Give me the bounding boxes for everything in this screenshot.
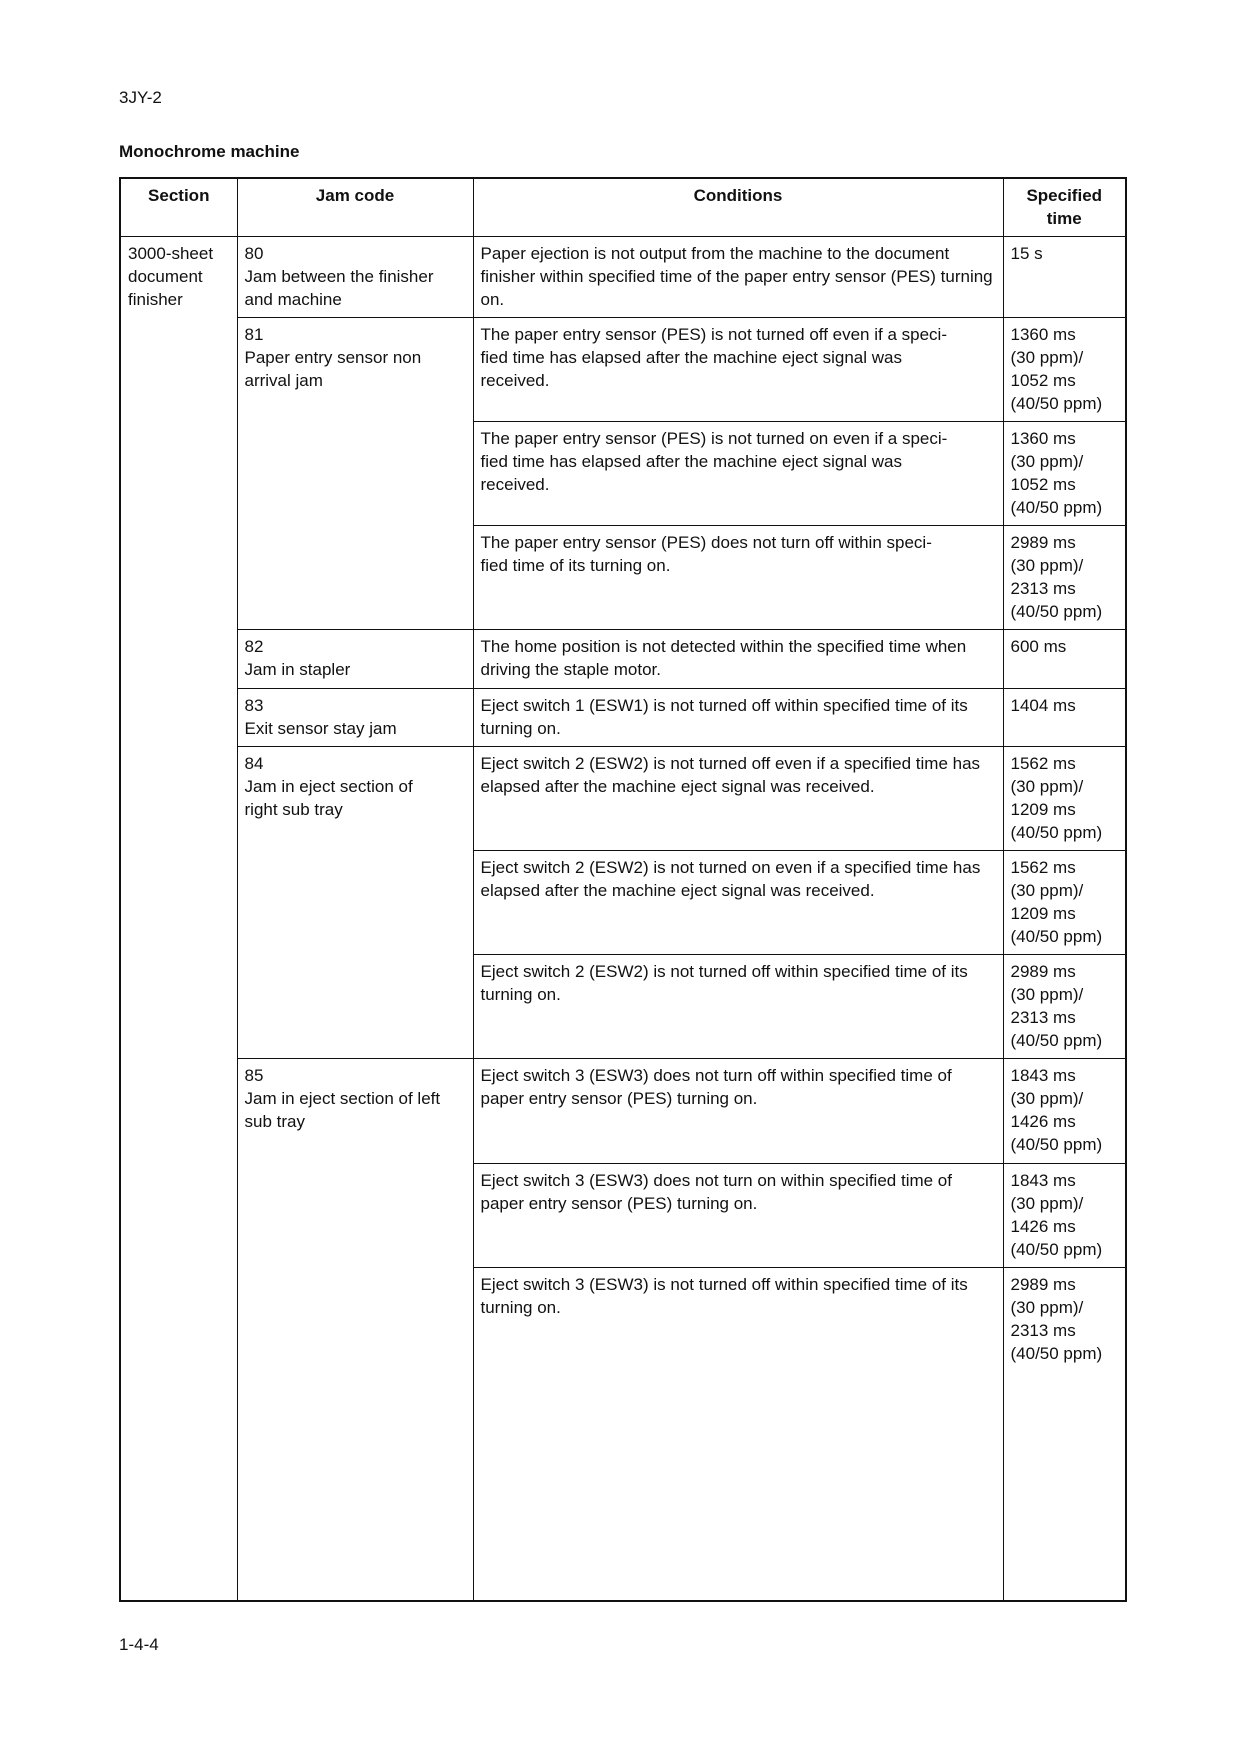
table-row	[120, 1059, 1126, 1163]
jam-code-table	[119, 177, 1127, 1602]
jam-code-cell: 80 Jam between the finisher and machine	[237, 236, 473, 317]
table-row	[120, 236, 1126, 317]
table-row	[120, 746, 1126, 850]
column-header-specified-time: Specified time	[1003, 178, 1126, 236]
jam-code-cell: 82 Jam in stapler	[237, 630, 473, 688]
condition-cell: Eject switch 2 (ESW2) is not turned off within specified time of its turning on.	[473, 955, 1003, 1059]
section-cell: 3000-sheet document finisher	[120, 236, 237, 1601]
specified-time-cell: 2989 ms (30 ppm)/ 2313 ms (40/50 ppm)	[1003, 955, 1126, 1059]
condition-cell: Eject switch 1 (ESW1) is not turned off within specified time of its turning on.	[473, 688, 1003, 746]
condition-cell: Paper ejection is not output from the machine to the document finisher within specified time of the paper entry sensor (PES) turning on.	[473, 236, 1003, 317]
column-header-conditions: Conditions	[473, 178, 1003, 236]
condition-cell: The paper entry sensor (PES) is not turned on even if a speci- fied time has elapsed after the machine eject signal was received.	[473, 421, 1003, 525]
page-number: 1-4-4	[119, 1635, 159, 1654]
condition-cell: The paper entry sensor (PES) is not turned off even if a speci- fied time has elapsed after the machine eject signal was received.	[473, 317, 1003, 421]
specified-time-cell: 2989 ms (30 ppm)/ 2313 ms (40/50 ppm)	[1003, 1267, 1126, 1601]
condition-cell: Eject switch 3 (ESW3) does not turn off within specified time of paper entry sensor (PES) turning on.	[473, 1059, 1003, 1163]
condition-cell: Eject switch 2 (ESW2) is not turned on even if a specified time has elapsed after the machine eject signal was received.	[473, 850, 1003, 954]
jam-code-cell: 84 Jam in eject section of right sub tray	[237, 746, 473, 1059]
specified-time-cell: 2989 ms (30 ppm)/ 2313 ms (40/50 ppm)	[1003, 526, 1126, 630]
condition-cell: Eject switch 3 (ESW3) is not turned off within specified time of its turning on.	[473, 1267, 1003, 1601]
specified-time-cell: 1843 ms (30 ppm)/ 1426 ms (40/50 ppm)	[1003, 1163, 1126, 1267]
condition-cell: Eject switch 3 (ESW3) does not turn on within specified time of paper entry sensor (PES) turning on.	[473, 1163, 1003, 1267]
condition-cell: The home position is not detected within the specified time when driving the staple motor.	[473, 630, 1003, 688]
specified-time-cell: 1360 ms (30 ppm)/ 1052 ms (40/50 ppm)	[1003, 421, 1126, 525]
specified-time-cell: 1404 ms	[1003, 688, 1126, 746]
document-id: 3JY-2	[119, 88, 162, 107]
column-header-jam-code: Jam code	[237, 178, 473, 236]
table-row	[120, 630, 1126, 688]
jam-code-cell: 85 Jam in eject section of left sub tray	[237, 1059, 473, 1601]
specified-time-cell: 600 ms	[1003, 630, 1126, 688]
specified-time-cell: 1562 ms (30 ppm)/ 1209 ms (40/50 ppm)	[1003, 850, 1126, 954]
table-header-row	[120, 178, 1126, 236]
specified-time-cell: 1360 ms (30 ppm)/ 1052 ms (40/50 ppm)	[1003, 317, 1126, 421]
condition-cell: Eject switch 2 (ESW2) is not turned off even if a specified time has elapsed after the machine eject signal was received.	[473, 746, 1003, 850]
column-header-section: Section	[120, 178, 237, 236]
specified-time-cell: 1843 ms (30 ppm)/ 1426 ms (40/50 ppm)	[1003, 1059, 1126, 1163]
condition-cell: The paper entry sensor (PES) does not turn off within speci- fied time of its turning on.	[473, 526, 1003, 630]
specified-time-cell: 15 s	[1003, 236, 1126, 317]
specified-time-cell: 1562 ms (30 ppm)/ 1209 ms (40/50 ppm)	[1003, 746, 1126, 850]
jam-code-cell: 81 Paper entry sensor non arrival jam	[237, 317, 473, 630]
table-row	[120, 317, 1126, 421]
jam-code-cell: 83 Exit sensor stay jam	[237, 688, 473, 746]
page-heading: Monochrome machine	[119, 142, 300, 161]
table-row	[120, 688, 1126, 746]
